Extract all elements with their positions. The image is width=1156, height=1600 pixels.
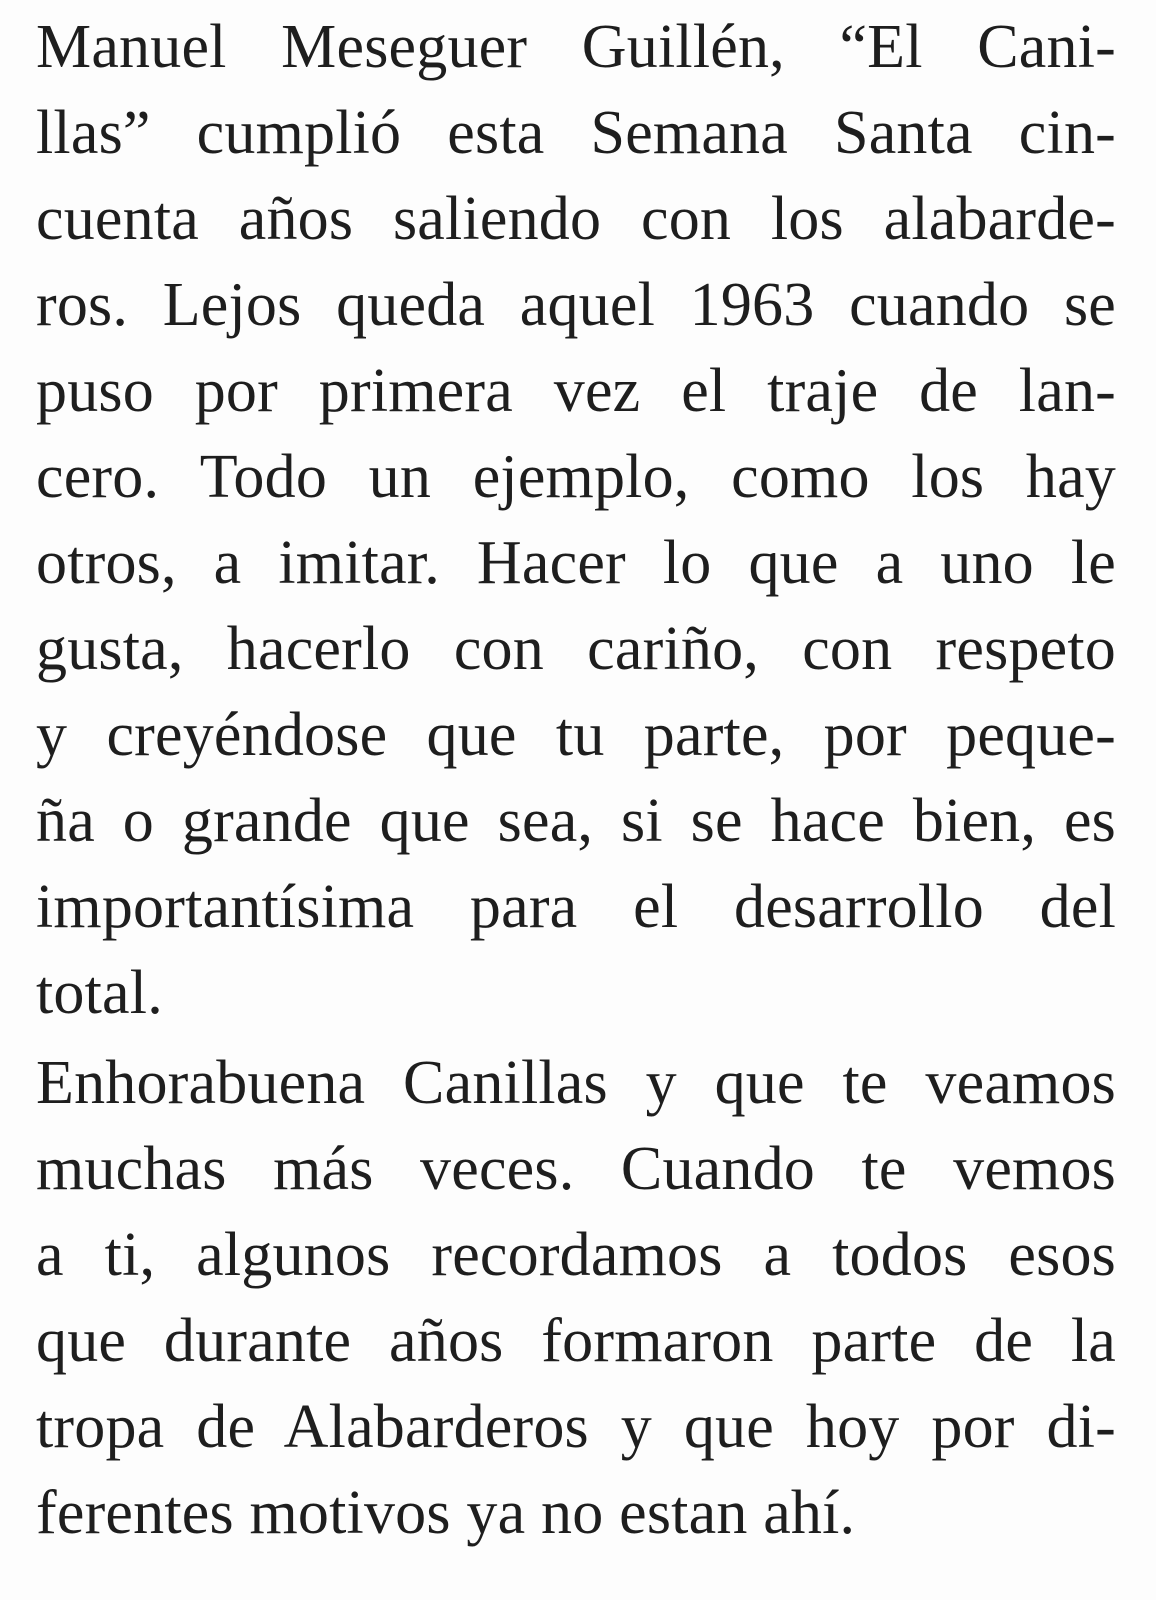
text-line: ña o grande que sea, si se hace bien, es xyxy=(36,787,1116,855)
text-line: ros. Lejos queda aquel 1963 cuando se xyxy=(36,271,1116,339)
paragraph-2 xyxy=(36,1040,1116,1556)
text-line: importantísima para el desarrollo del xyxy=(36,873,1116,941)
text-line: total. xyxy=(36,959,163,1027)
paragraph-1 xyxy=(36,4,1116,1036)
text-line: ferentes motivos ya no estan ahí. xyxy=(36,1479,856,1547)
text-line: gusta, hacerlo con cariño, con respeto xyxy=(36,615,1116,683)
text-line: tropa de Alabarderos y que hoy por di- xyxy=(36,1393,1116,1461)
text-line: y creyéndose que tu parte, por peque- xyxy=(36,701,1116,769)
text-line: puso por primera vez el traje de lan- xyxy=(36,357,1116,425)
text-line: Manuel Meseguer Guillén, “El Cani- xyxy=(36,13,1116,81)
text-line: llas” cumplió esta Semana Santa cin- xyxy=(36,99,1116,167)
text-line: cero. Todo un ejemplo, como los hay xyxy=(36,443,1116,511)
text-line: otros, a imitar. Hacer lo que a uno le xyxy=(36,529,1116,597)
text-line: Enhorabuena Canillas y que te veamos xyxy=(36,1049,1116,1117)
text-line: muchas más veces. Cuando te vemos xyxy=(36,1135,1116,1203)
text-line: a ti, algunos recordamos a todos esos xyxy=(36,1221,1116,1289)
text-line: cuenta años saliendo con los alabarde- xyxy=(36,185,1116,253)
text-line: que durante años formaron parte de la xyxy=(36,1307,1116,1375)
